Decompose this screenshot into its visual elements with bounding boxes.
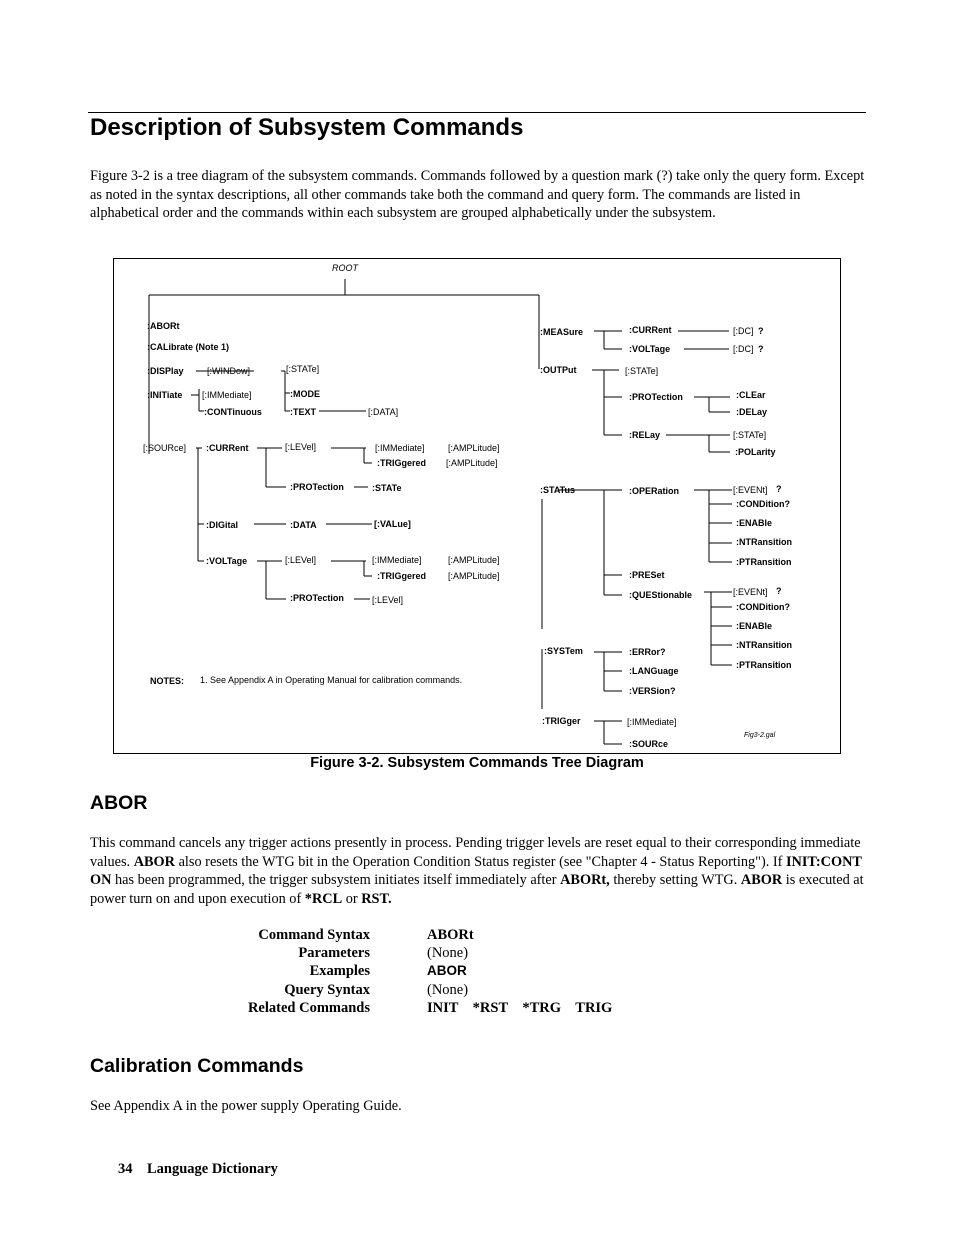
calibration-text: See Appendix A in the power supply Operating Guide. (90, 1098, 402, 1114)
syntax-label: Examples (309, 963, 370, 979)
node-relay: :RELay (629, 430, 661, 440)
notes-label: NOTES: (150, 676, 185, 686)
syntax-label: Parameters (298, 945, 370, 961)
node-q-enable: :ENABle (736, 621, 773, 631)
node-current-trig: :TRIGgered (377, 458, 427, 468)
node-version: :VERSion? (629, 686, 676, 696)
tree-diagram-svg (114, 259, 840, 753)
node-voltage-imm: [:IMMediate] (372, 555, 422, 565)
abor-bold-abor2: ABOR (740, 872, 783, 889)
footer-section: Language Dictionary (147, 1161, 278, 1177)
root-label: ROOT (332, 263, 358, 273)
node-src-digital: :DIGital (206, 520, 239, 530)
abor-text-4: thereby setting WTG. (609, 872, 741, 889)
node-q-ptrans: :PTRansition (736, 660, 792, 670)
node-measure: :MEASure (540, 327, 584, 337)
node-text-data: [:DATA] (368, 407, 399, 417)
node-preset: :PRESet (629, 570, 665, 580)
node-output-prot: :PROTection (629, 392, 683, 402)
node-meas-q-2: ? (758, 344, 764, 354)
abor-text-5: is executed at power turn on and upon execution of (90, 872, 864, 907)
abor-text-6: or (342, 890, 362, 907)
node-voltage-trig: :TRIGgered (377, 571, 427, 581)
node-digital-data: :DATA (290, 520, 317, 530)
abor-bold-rst: RST. (361, 890, 392, 907)
node-meas-current: :CURRent (629, 325, 672, 335)
syntax-row-related (0, 1000, 954, 1018)
node-current-prot-state: :STATe (372, 483, 402, 493)
node-q-condition: :CONDition? (736, 602, 790, 612)
node-voltage-prot: :PROTection (290, 593, 344, 603)
node-current-imm: [:IMMediate] (375, 443, 425, 453)
node-current-amp2: [:AMPLitude] (446, 458, 498, 468)
syntax-row-examples (0, 963, 954, 981)
node-meas-dc-1: [:DC] (733, 326, 754, 336)
node-op-event-q: ? (776, 484, 782, 494)
node-prot-delay: :DELay (736, 407, 768, 417)
node-q-event: [:EVENt] (733, 587, 768, 597)
node-current-amp1: [:AMPLitude] (448, 443, 500, 453)
node-op-condition: :CONDition? (736, 499, 790, 509)
node-system: :SYSTem (544, 646, 583, 656)
node-meas-q-1: ? (758, 326, 764, 336)
node-src-voltage: :VOLTage (206, 556, 248, 566)
node-display-state: [:STATe] (286, 364, 320, 374)
node-questionable: :QUEStionable (629, 590, 693, 600)
node-trig-source: :SOURce (629, 739, 669, 749)
node-prot-clear: :CLEar (736, 390, 766, 400)
node-voltage-level: [:LEVel] (285, 555, 317, 565)
node-abort: :ABORt (147, 321, 180, 331)
figure-file-label: Fig3-2.gal (744, 732, 776, 739)
node-trig-imm: [:IMMediate] (627, 717, 677, 727)
abor-text-3: has been programmed, the trigger subsystem initiates itself immediately after (111, 872, 561, 889)
node-digital-value: [:VALue] (374, 519, 411, 529)
node-voltage-prot-level: [:LEVel] (372, 595, 404, 605)
node-op-ptrans: :PTRansition (736, 557, 792, 567)
node-meas-dc-2: [:DC] (733, 344, 754, 354)
node-voltage-amp1: [:AMPLitude] (448, 555, 500, 565)
node-relay-state: [:STATe] (733, 430, 767, 440)
syntax-value: INIT *RST *TRG TRIG (427, 1000, 613, 1016)
syntax-value: (None) (427, 945, 469, 961)
node-error: :ERRor? (629, 647, 666, 657)
node-op-enable: :ENABle (736, 518, 773, 528)
node-source: [:SOURce] (143, 443, 187, 453)
node-current-level: [:LEVel] (285, 442, 317, 452)
node-init-imm: [:IMMediate] (202, 390, 252, 400)
syntax-value: ABOR (427, 963, 467, 978)
node-initiate: :INITiate (147, 390, 183, 400)
syntax-row-parameters (0, 945, 954, 963)
node-relay-polarity: :POLarity (735, 447, 776, 457)
node-mode: :MODE (290, 389, 320, 399)
node-text: :TEXT (290, 407, 316, 417)
abor-bold-abort: ABORt, (560, 872, 610, 889)
syntax-row-command (0, 927, 954, 945)
top-rule (88, 112, 866, 113)
calibration-heading: Calibration Commands (90, 1055, 304, 1077)
node-op-ntrans: :NTRansition (736, 537, 792, 547)
syntax-value: (None) (427, 982, 469, 998)
node-calibrate: :CALibrate (Note 1) (147, 342, 230, 352)
page-title: Description of Subsystem Commands (90, 114, 524, 141)
figure-caption: Figure 3-2. Subsystem Commands Tree Diagram (310, 755, 644, 771)
node-q-ntrans: :NTRansition (736, 640, 792, 650)
syntax-label: Related Commands (247, 1000, 370, 1016)
node-src-current: :CURRent (206, 443, 249, 453)
abor-heading: ABOR (90, 792, 148, 814)
node-status: :STATus (540, 485, 575, 495)
node-trigger: :TRIGger (542, 716, 581, 726)
syntax-label: Query Syntax (284, 982, 370, 998)
page-number: 34 (118, 1161, 133, 1177)
node-init-cont: :CONTinuous (204, 407, 262, 417)
abor-text-1: This command cancels any trigger actions presently in process. Pending trigger levels are reset equal to their corresponding immediate values. (90, 835, 861, 870)
abor-paragraph (90, 834, 868, 908)
abor-bold-abor: ABOR (133, 853, 175, 870)
node-language: :LANGuage (629, 666, 679, 676)
abor-bold-rcl: *RCL (304, 890, 343, 907)
node-display: :DISPlay (147, 366, 184, 376)
node-window: [:WINDow] (207, 366, 251, 376)
node-current-prot: :PROTection (290, 482, 344, 492)
abor-text-2: also resets the WTG bit in the Operation Condition Status register (see "Chapter 4 - Status Reporting"). If (175, 853, 786, 870)
node-meas-voltage: :VOLTage (629, 344, 671, 354)
page-footer (118, 1161, 278, 1178)
abor-bold-initcont: INIT:CONT ON (90, 853, 862, 889)
syntax-label: Command Syntax (258, 927, 370, 943)
node-output: :OUTPut (540, 365, 577, 375)
node-output-state: [:STATe] (625, 366, 659, 376)
node-q-event-q: ? (776, 586, 782, 596)
syntax-row-query (0, 982, 954, 1000)
syntax-value: ABORt (427, 927, 474, 943)
node-voltage-amp2: [:AMPLitude] (448, 571, 500, 581)
node-operation: :OPERation (629, 486, 680, 496)
note-1: 1. See Appendix A in Operating Manual for calibration commands. (200, 675, 463, 685)
figure-tree-diagram (113, 258, 841, 754)
intro-paragraph: Figure 3-2 is a tree diagram of the subsystem commands. Commands followed by a question mark (?) take only the query form. Except as noted in the syntax descriptions, all other commands take both the command and query form. The commands are listed in alphabetical order and the commands within each subsystem are grouped alphabetically under the subsystem. (90, 168, 865, 222)
node-op-event: [:EVENt] (733, 485, 768, 495)
